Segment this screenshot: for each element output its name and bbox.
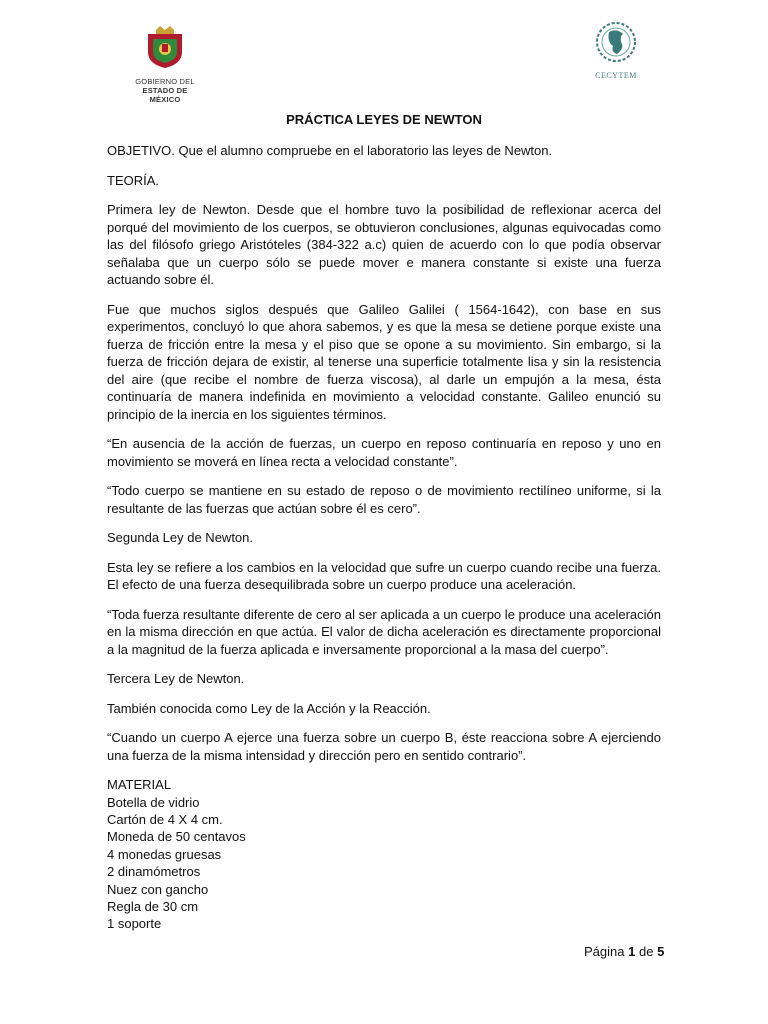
- material-item: Regla de 30 cm: [107, 898, 199, 914]
- theory-heading: TEORÍA.: [107, 172, 160, 188]
- material-item: Moneda de 50 centavos: [107, 829, 246, 845]
- document-body: [107, 142, 661, 933]
- page-of: de: [638, 944, 654, 959]
- material-item: 4 monedas gruesas: [107, 846, 222, 862]
- logo-caption-line1: GOBIERNO DEL: [135, 77, 195, 86]
- third-law-heading: Tercera Ley de Newton.: [107, 671, 245, 686]
- material-item: 2 dinamómetros: [107, 864, 201, 880]
- material-list: [107, 794, 661, 933]
- page-number: [584, 944, 664, 959]
- material-item: Cartón de 4 X 4 cm.: [107, 811, 223, 827]
- gobierno-estado-mexico-logo: [128, 24, 202, 104]
- page-current: 1: [628, 944, 636, 959]
- inertia-quote-2: “Todo cuerpo se mantiene en su estado de reposo o de movimiento rectilíneo uniforme, si la resultante de las fuerzas que actúan sobre él es cero”.: [107, 483, 661, 516]
- logo-caption-line2: ESTADO DE MÉXICO: [142, 86, 188, 104]
- cecytem-label: CECYTEM: [595, 71, 637, 80]
- page-label: Página: [584, 944, 625, 959]
- document-title: PRÁCTICA LEYES DE NEWTON: [286, 112, 482, 127]
- first-law-paragraph: Primera ley de Newton. Desde que el hombre tuvo la posibilidad de reflexionar acerca del porqué del movimiento de los cuerpos, se obtuvieron conclusiones, algunas equivocadas como las del filósofo griego Aristóteles (384-322 a.c) quien de acuerdo con lo que podía observar señalaba que un cuerpo sólo se puede mover e manera constante si existe una fuerza actuando sobre él.: [107, 202, 661, 287]
- second-law-paragraph: Esta ley se refiere a los cambios en la velocidad que sufre un cuerpo cuando recibe una fuerza. El efecto de una fuerza desequilibrada sobre un cuerpo produce una aceleración.: [107, 559, 661, 592]
- third-law-paragraph: También conocida como Ley de la Acción y la Reacción.: [107, 700, 431, 716]
- material-item: Nuez con gancho: [107, 881, 209, 897]
- page-total: 5: [657, 944, 665, 959]
- third-law-quote: “Cuando un cuerpo A ejerce una fuerza sobre un cuerpo B, éste reacciona sobre A ejerciendo una fuerza de la misma intensidad y dirección pero en sentido contrario”.: [107, 730, 661, 763]
- cecytem-logo: [588, 20, 644, 80]
- galileo-paragraph: Fue que muchos siglos después que Galileo Galilei ( 1564-1642), con base en sus experimentos, concluyó lo que ahora sabemos, y es que la mesa se detiene porque existe una fuerza de fricción entre la mesa y el piso que se opone a su movimiento. Sin embargo, si la fuerza de fricción dejara de existir, al tenerse una superficie totalmente lisa y sin la resistencia del aire (que recibe el nombre de fuerza viscosa), al darle un empujón a la mesa, ésta continuaría de manera indefinida en movimiento a velocidad constante. Galileo enunció su principio de la inercia en los siguientes términos.: [107, 301, 661, 422]
- second-law-heading: Segunda Ley de Newton.: [107, 530, 253, 545]
- inertia-quote-1: “En ausencia de la acción de fuerzas, un cuerpo en reposo continuaría en reposo y uno en movimiento se moverá en línea recta a velocidad constante”.: [107, 436, 661, 469]
- logo-caption: [128, 77, 202, 104]
- second-law-quote: “Toda fuerza resultante diferente de cero al ser aplicada a un cuerpo le produce una aceleración en la misma dirección en que actúa. El valor de dicha aceleración es directamente proporcional a la magnitud de la fuerza aplicada e inversamente proporcional a la masa del cuerpo”.: [107, 606, 661, 657]
- cecytem-emblem-icon: [593, 20, 639, 68]
- material-heading: MATERIAL: [107, 777, 172, 792]
- material-item: 1 soporte: [107, 916, 162, 932]
- objective-paragraph: OBJETIVO. Que el alumno compruebe en el laboratorio las leyes de Newton.: [107, 143, 553, 158]
- material-item: Botella de vidrio: [107, 794, 200, 810]
- coat-of-arms-icon: [142, 24, 188, 70]
